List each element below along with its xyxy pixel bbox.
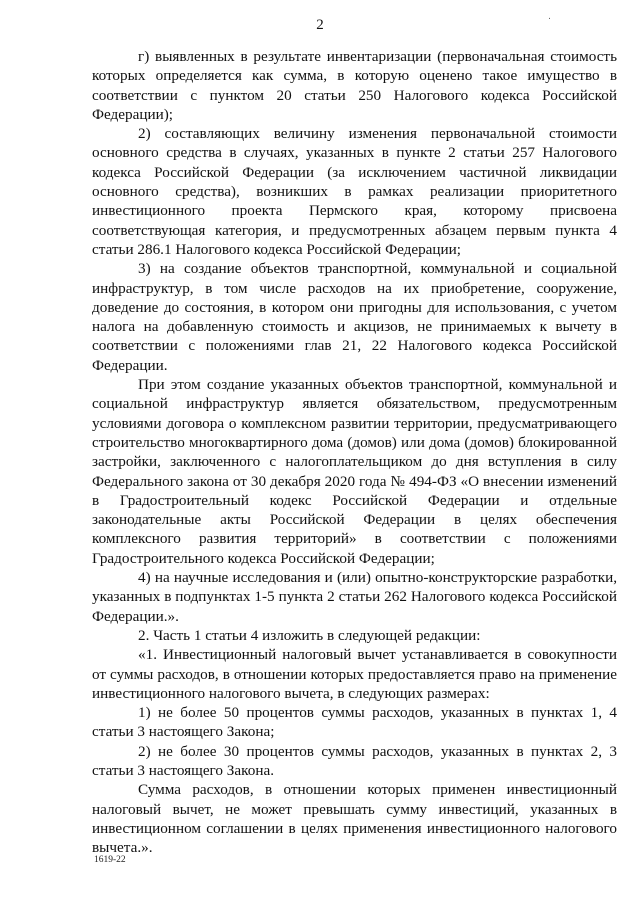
paragraph-deduction-limit: Сумма расходов, в отношении которых применен инвестиционный налоговый вычет, не может превышать сумму инвестиций, указанных в инвестиционном соглашении в целях применения инвестиционного налогового вычета.».: [92, 781, 617, 857]
paragraph-item-3: 3) на создание объектов транспортной, коммунальной и социальной инфраструктур, в том числе расходов на их приобретение, сооружение, доведение до состояния, в котором они пригодны для использования, с учетом налога на добавленную стоимость и акцизов, не принимаемых к вычету в соответствии с положениями глав 21, 22 Налогового кодекса Российской Федерации.: [92, 260, 617, 374]
paragraph-deduction-2: 2) не более 30 процентов суммы расходов, указанных в пунктах 2, 3 статьи 3 настоящего Закона.: [92, 742, 617, 779]
paragraph-amendment-2: 2. Часть 1 статьи 4 изложить в следующей редакции:: [138, 626, 481, 644]
page-number: 2: [316, 17, 324, 33]
document-code: 1619-22: [94, 855, 126, 865]
paragraph-subitem-g: г) выявленных в результате инвентаризации (первоначальная стоимость которых определяется как сумма, в которую оценено такое имущество в соответствии с пунктом 20 статьи 250 Налогового кодекса Российской Федерации);: [92, 48, 617, 123]
paragraph-deduction-1: 1) не более 50 процентов суммы расходов, указанных в пунктах 1, 4 статьи 3 настоящего Закона;: [92, 704, 617, 741]
document-body: [92, 47, 617, 857]
paragraph-item-4: 4) на научные исследования и (или) опытно-конструкторские разработки, указанных в подпунктах 1-5 пункта 2 статьи 262 Налогового кодекса Российской Федерации.».: [92, 569, 617, 625]
paragraph-deduction-intro: «1. Инвестиционный налоговый вычет устанавливается в совокупности от суммы расходов, в отношении которых предоставляется право на применение инвестиционного налогового вычета, в следующих размерах:: [92, 646, 617, 702]
paragraph-infrastructure-note: При этом создание указанных объектов транспортной, коммунальной и социальной инфраструктур является обязательством, предусмотренным условиями договора о комплексном развитии территории, предусматривающего строительство многоквартирного дома (домов) или дома (домов) блокированной застройки, заключенного с налогоплательщиком до дня вступления в силу Федерального закона от 30 декабря 2020 года № 494-ФЗ «О внесении изменений в Градостроительный кодекс Российской Федерации и отдельные законодательные акты Российской Федерации в целях обеспечения комплексного развития территорий» в соответствии с положениями Градостроительного кодекса Российской Федерации;: [92, 376, 617, 567]
corner-mark: ᐧ: [548, 14, 551, 25]
paragraph-item-2: 2) составляющих величину изменения первоначальной стоимости основного средства в случаях, указанных в пункте 2 статьи 257 Налогового кодекса Российской Федерации (за исключением частичной ликвидации основного средства), возникших в рамках реализации приоритетного инвестиционного проекта Пермского края, которому присвоена соответствующая категория, и предусмотренных абзацем первым пункта 4 статьи 286.1 Налогового кодекса Российской Федерации;: [92, 125, 617, 258]
